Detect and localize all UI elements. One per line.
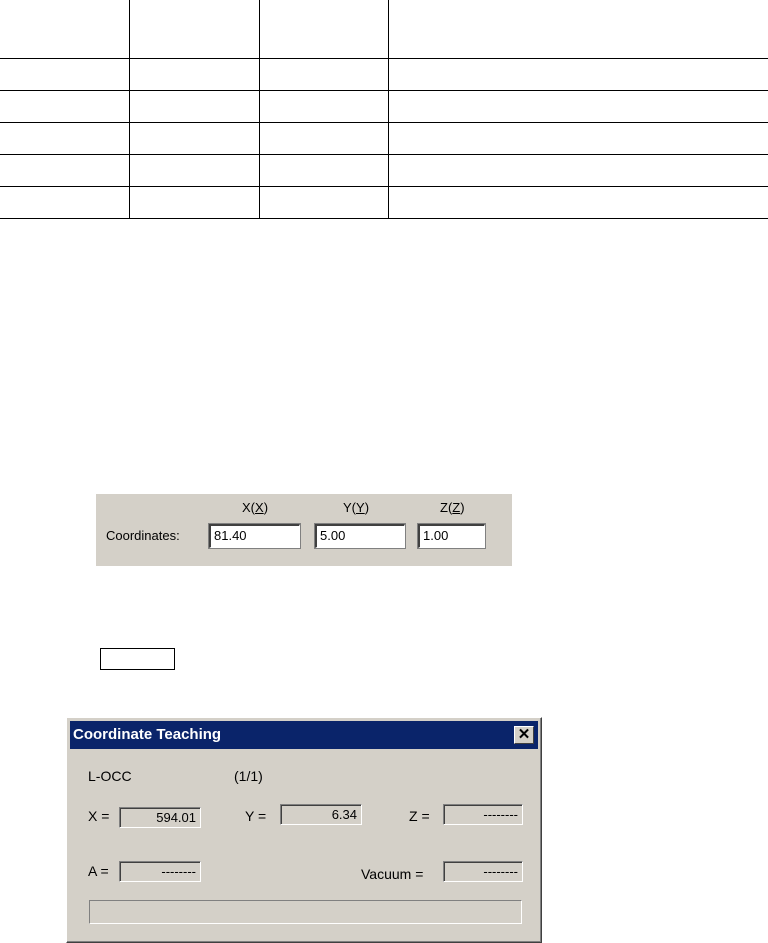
- y-axis-letter: Y: [343, 500, 352, 515]
- close-icon: ✕: [517, 726, 531, 743]
- y-coordinate-input[interactable]: 5.00: [315, 524, 405, 548]
- progress-bar: [89, 900, 522, 924]
- z-readout-label: Z =: [409, 808, 430, 824]
- table-row: [0, 155, 768, 187]
- table-cell: [129, 123, 259, 155]
- table-cell: [0, 91, 129, 123]
- table-row: [0, 59, 768, 91]
- vacuum-readout: --------: [443, 861, 523, 882]
- x-coordinate-input[interactable]: 81.40: [209, 524, 300, 548]
- table-cell: [129, 91, 259, 123]
- page-indicator: (1/1): [234, 768, 263, 784]
- y-readout: 6.34: [280, 804, 362, 825]
- table-header-row: [0, 0, 768, 59]
- table-cell: [0, 59, 129, 91]
- table-cell: [388, 59, 768, 91]
- close-button[interactable]: [514, 726, 534, 744]
- z-axis-letter: Z: [440, 500, 448, 515]
- table-cell: [259, 123, 388, 155]
- table-cell: [259, 0, 388, 59]
- y-axis-header: Y(Y): [343, 500, 370, 515]
- x-readout: 594.01: [119, 807, 201, 828]
- vacuum-readout-label: Vacuum =: [361, 866, 424, 882]
- z-coordinate-input[interactable]: 1.00: [418, 524, 485, 548]
- table-cell: [259, 91, 388, 123]
- table-cell: [129, 59, 259, 91]
- y-readout-label: Y =: [245, 808, 267, 824]
- z-axis-mnemonic: Z: [452, 500, 461, 515]
- table-cell: [259, 187, 388, 219]
- table-cell: [259, 155, 388, 187]
- y-axis-mnemonic: Y: [356, 500, 365, 515]
- table-cell: [0, 123, 129, 155]
- mode-label: L-OCC: [88, 768, 132, 784]
- table-cell: [0, 0, 129, 59]
- dialog-titlebar[interactable]: [70, 721, 538, 749]
- table-cell: [0, 155, 129, 187]
- table-row: [0, 123, 768, 155]
- coordinate-teaching-dialog: [66, 717, 542, 943]
- empty-table: [0, 0, 768, 219]
- coordinates-label: Coordinates:: [106, 528, 180, 543]
- table-cell: [129, 0, 259, 59]
- table-cell: [129, 187, 259, 219]
- table-cell: [388, 187, 768, 219]
- table-row: [0, 187, 768, 219]
- table-cell: [388, 91, 768, 123]
- table-cell: [0, 187, 129, 219]
- table-cell: [388, 155, 768, 187]
- x-axis-mnemonic: X: [255, 500, 264, 515]
- table-cell: [259, 59, 388, 91]
- a-readout-label: A =: [88, 863, 109, 879]
- dialog-title: Coordinate Teaching: [73, 726, 222, 743]
- table-cell: [388, 0, 768, 59]
- x-readout-label: X =: [88, 808, 110, 824]
- a-readout: --------: [119, 861, 201, 882]
- z-axis-header: Z(Z): [440, 500, 465, 515]
- z-readout: --------: [443, 804, 523, 825]
- table-row: [0, 91, 768, 123]
- table-cell: [129, 155, 259, 187]
- coordinates-panel: [96, 494, 512, 566]
- table-cell: [388, 123, 768, 155]
- x-axis-header: X(X): [242, 500, 269, 515]
- x-axis-letter: X: [242, 500, 251, 515]
- empty-outlined-box: [100, 648, 175, 670]
